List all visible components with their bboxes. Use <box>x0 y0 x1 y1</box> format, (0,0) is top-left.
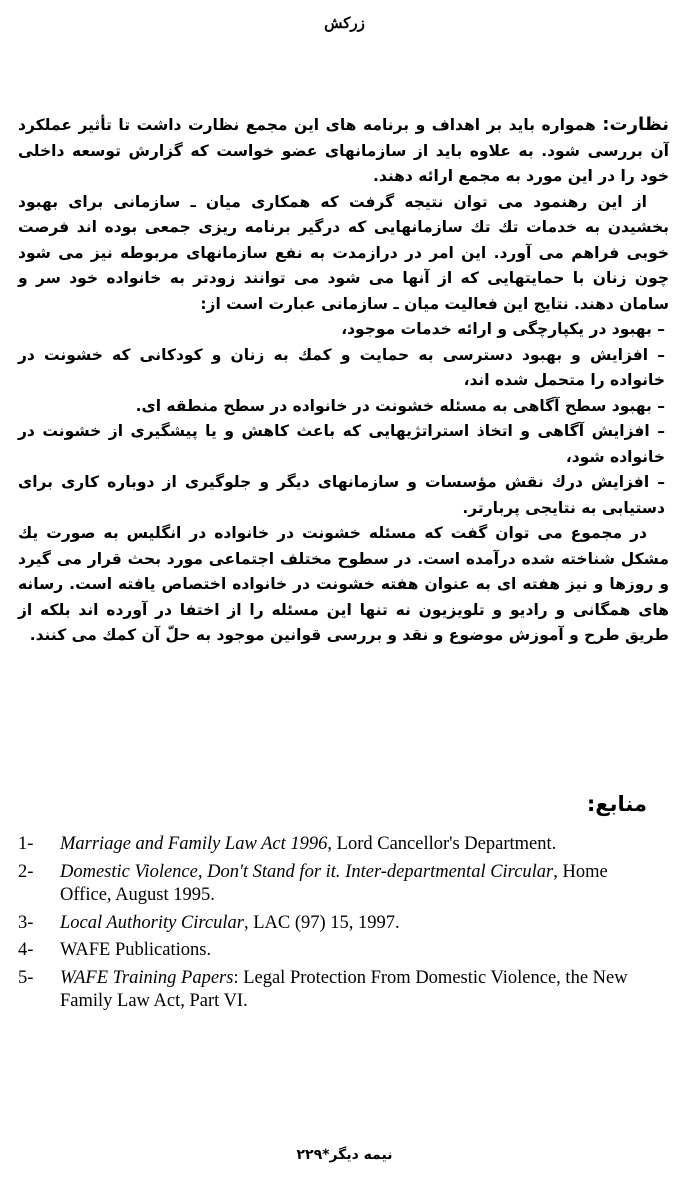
paragraph-text: همواره باید بر اهداف و برنامه های این مجمع نظارت داشت تا تأثیر عملکرد آن بررسی شود. به علاوه باید از سازمانهای عضو خواست که گزارش توسعه داخلی خود را در این مورد به مجمع ارائه دهند. <box>18 116 669 185</box>
bullet-item: – افزایش آگاهی و اتخاذ استراتژیهایی که باعث کاهش و یا پیشگیری از خشونت در خانواده شود، <box>18 422 665 466</box>
paragraph-conclusion: از این رهنمود می توان نتیجه گرفت که همکاری میان ـ سازمانی برای بهبود بخشیدن به خدمات تك تك سازمانهایی که درگیر برنامه ریزی جمعی بوده اند فرصت خوبی فراهم می آورد. این امر در درازمدت به نفع سازمانهای مربوطه نیز می شود چون زنان با حمایتهایی که از آنها می شود می توانند زودتر به خانواده خود سر و سامان دهند. نتایج این فعالیت میان ـ سازمانی عبارت است از: <box>18 192 669 313</box>
reference-number: 5- <box>18 967 34 988</box>
reference-text <box>60 939 658 963</box>
reference-item <box>18 939 658 963</box>
paragraph-lead-term: نظارت: <box>602 114 669 135</box>
reference-text <box>60 861 658 908</box>
reference-details: , LAC (97) 15, 1997. <box>243 912 400 933</box>
reference-number: 2- <box>18 861 34 882</box>
reference-number: 1- <box>18 834 34 854</box>
article-body <box>18 112 669 649</box>
reference-text <box>60 833 658 857</box>
reference-title: Domestic Violence, Don't Stand for it. Inter-departmental Circular <box>60 861 554 882</box>
paragraph-summary: در مجموع می توان گفت که مسئله خشونت در خانواده در انگلیس به صورت یك مشکل شناخته شده درآمده است. در سطوح مختلف اجتماعی مورد بحث قرار می گیرد و روزها و نیز هفته ای به عنوان هفته خشونت در خانواده اختصاص یافته است. رسانه های همگانی و رادیو و تلویزیون نه تنها این مسئله را از اختفا در آورده اند بلکه از طریق طرح و آموزش موضوع و نقد و بررسی قوانین موجود به حلّ آن کمك می کنند. <box>18 524 669 644</box>
references-heading: منابع: <box>586 792 647 816</box>
page-footer: نیمه دیگر*۲۲۹ <box>296 1147 393 1163</box>
reference-item <box>18 861 658 908</box>
reference-text <box>60 967 658 1014</box>
reference-title: Marriage and Family Law Act 1996 <box>60 834 328 854</box>
reference-details: , Home Office, August 1995. <box>60 861 608 905</box>
bullet-item: – افزایش درك نقش مؤسسات و سازمانهای دیگر و جلوگیری از دوباره کاری برای دستیابی به نتایجی پربارتر. <box>18 473 665 517</box>
reference-title: Local Authority Circular <box>60 912 244 933</box>
bullet-item: – بهبود در یکپارچگی و ارائه خدمات موجود، <box>341 320 665 338</box>
bullet-item: – افزایش و بهبود دسترسی به حمایت و کمك به زنان و کودکانی که خشونت در خانواده را متحمل شده اند، <box>18 345 665 389</box>
reference-item <box>18 912 658 936</box>
reference-details: WAFE Publications. <box>60 940 212 960</box>
reference-details: : Legal Protection From Domestic Violence, the New Family Law Act, Part VI. <box>60 967 628 1011</box>
reference-item <box>18 833 658 857</box>
running-header: زرکش <box>324 14 365 32</box>
reference-text <box>60 912 658 936</box>
reference-number: 3- <box>18 912 34 933</box>
reference-title: WAFE Training Papers <box>60 967 234 988</box>
paragraph-supervision <box>18 112 669 190</box>
reference-number: 4- <box>18 940 34 960</box>
reference-details: , Lord Cancellor's Department. <box>327 834 557 854</box>
bullet-item: – بهبود سطح آگاهی به مسئله خشونت در خانواده در سطح منطقه ای. <box>135 396 665 415</box>
reference-item <box>18 967 658 1014</box>
references-list <box>18 833 658 1018</box>
